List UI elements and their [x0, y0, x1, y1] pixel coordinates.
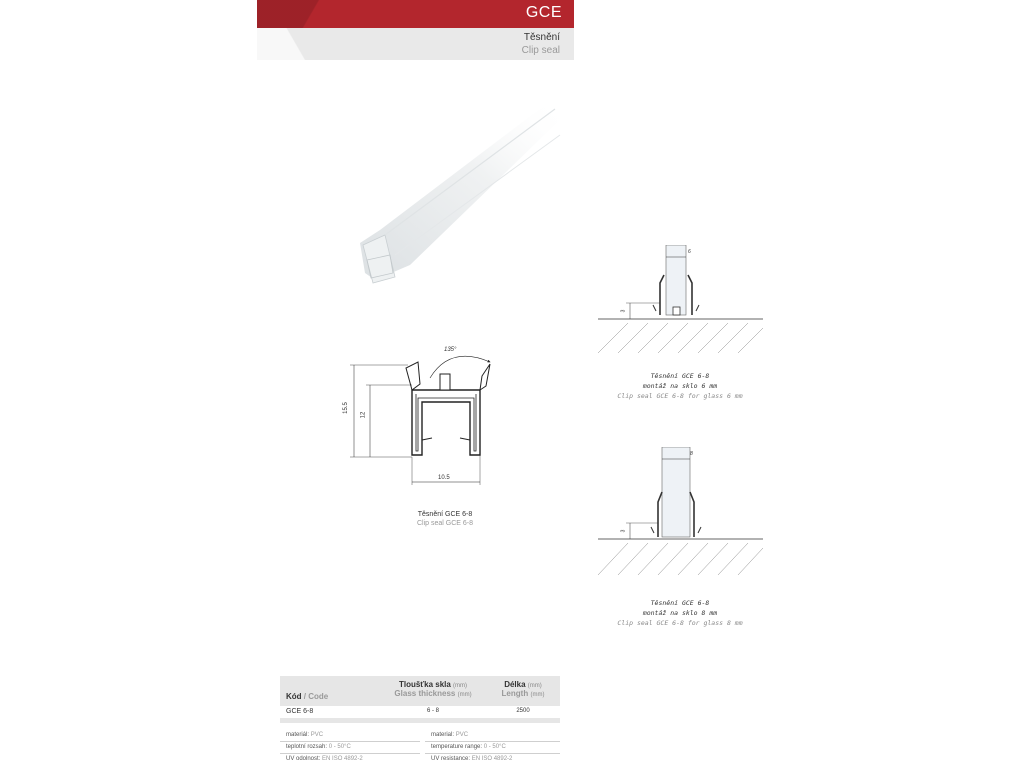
- col-code-sep: /: [301, 692, 309, 701]
- col-code-cz: Kód: [286, 692, 302, 701]
- mount-8-caption-line3: Clip seal GCE 6-8 for glass 8 mm: [617, 619, 743, 627]
- gap-8-label: 3: [620, 529, 627, 533]
- row-thickness: 6 - 8: [426, 708, 439, 714]
- glass-8-label: 8: [690, 451, 693, 457]
- product-title-cz: Těsnění: [523, 32, 560, 43]
- col-length-unit-en: (mm): [530, 692, 545, 698]
- spec-left-2: UV odolnost: EN ISO 4892-2: [286, 756, 363, 762]
- spec-divider: [280, 753, 420, 754]
- col-thickness-cz: Tloušťka skla: [398, 680, 451, 689]
- drawing-caption-en: Clip seal GCE 6-8: [416, 520, 474, 527]
- spec-divider: [280, 741, 420, 742]
- height-inner-label: 12: [360, 411, 367, 419]
- header-accent: [257, 0, 377, 28]
- subheader-band: [257, 28, 574, 60]
- col-length-header: [488, 680, 558, 698]
- mount-6-caption-line2: montáž na sklo 6 mm: [642, 382, 718, 390]
- col-code-en: Code: [308, 692, 329, 701]
- mount-6-caption-line1: Těsnění GCE 6-8: [650, 372, 710, 380]
- mount-8-caption-line2: montáž na sklo 8 mm: [642, 609, 718, 617]
- product-code: GCE: [525, 4, 562, 21]
- col-thickness-en: Glass thickness: [394, 689, 456, 698]
- col-length-en: Length: [501, 689, 529, 698]
- spec-right-2: UV resistance: EN ISO 4892-2: [431, 756, 513, 762]
- glass-6-label: 6: [688, 249, 691, 255]
- mount-6-caption-line3: Clip seal GCE 6-8 for glass 6 mm: [617, 392, 743, 400]
- mount-8-caption: [600, 598, 760, 628]
- col-code-header: [286, 692, 328, 701]
- product-title-en: Clip seal: [521, 45, 560, 56]
- col-thickness-unit-en: (mm): [457, 692, 472, 698]
- col-length-cz: Délka: [504, 680, 526, 689]
- spec-right-0: material: PVC: [431, 732, 469, 738]
- spec-right-1: temperature range: 0 - 50°C: [431, 744, 506, 750]
- subheader-accent: [257, 28, 357, 60]
- spec-left-1: teplotní rozsah: 0 - 50°C: [286, 744, 351, 750]
- width-label: 10.5: [438, 475, 450, 481]
- mounting-diagram-6mm: [598, 245, 763, 365]
- mounting-diagram-8mm: [598, 447, 763, 582]
- height-outer-label: 15.5: [342, 402, 349, 414]
- row-length: 2500: [516, 708, 530, 714]
- product-photo: [355, 95, 570, 290]
- col-length-unit: (mm): [527, 683, 542, 689]
- mount-6-caption: [600, 371, 760, 401]
- header-band: [257, 0, 574, 28]
- spec-left-0: materiál: PVC: [286, 732, 324, 738]
- spec-divider: [425, 741, 560, 742]
- drawing-caption-cz: Těsnění GCE 6-8: [417, 511, 473, 518]
- col-thickness-header: [388, 680, 478, 698]
- drawing-caption: [395, 510, 495, 528]
- table-separator: [280, 718, 560, 723]
- mount-8-caption-line1: Těsnění GCE 6-8: [650, 599, 710, 607]
- angle-label: 135°: [444, 347, 457, 353]
- row-code: GCE 6-8: [286, 708, 314, 715]
- spec-divider: [425, 753, 560, 754]
- gap-6-label: 3: [620, 309, 627, 313]
- col-thickness-unit: (mm): [453, 683, 468, 689]
